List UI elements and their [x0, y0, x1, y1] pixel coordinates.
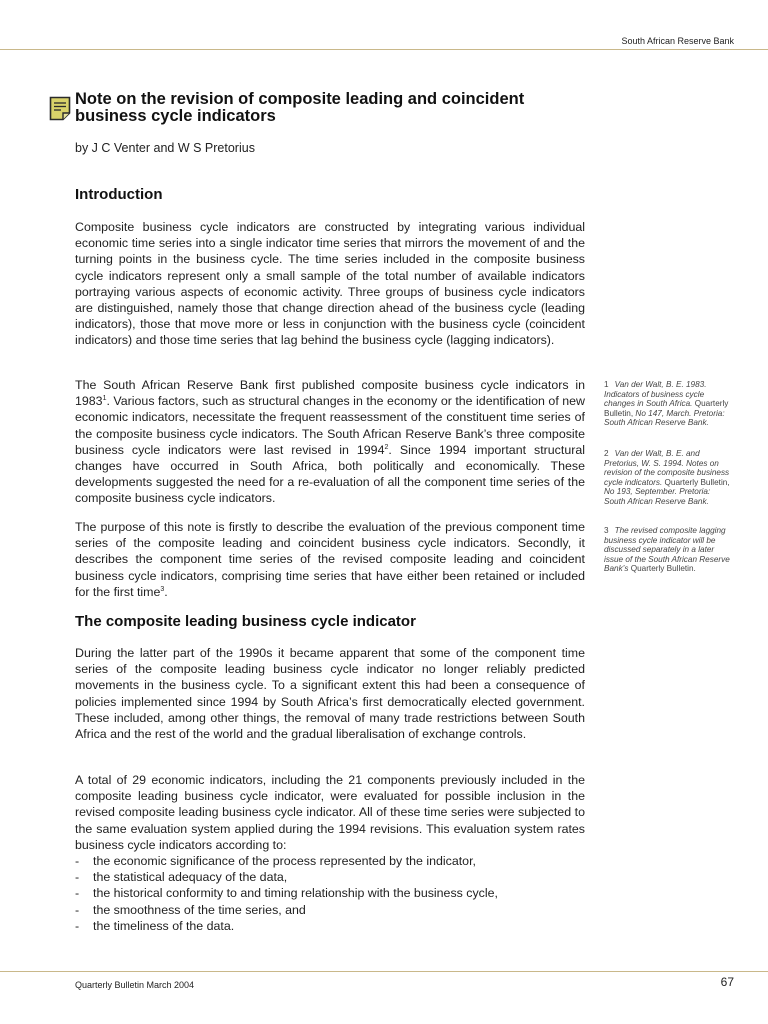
list-item-text: the smoothness of the time series, and: [93, 902, 306, 917]
list-item-text: the economic significance of the process represented by the indicator,: [93, 854, 476, 868]
footnote-ref-1: 1: [102, 395, 107, 403]
list-item-text: the timeliness of the data.: [93, 918, 235, 933]
list-item: [75, 853, 585, 869]
footnote-1: [604, 380, 732, 428]
list-item: [75, 902, 585, 918]
footnote-3: [604, 526, 732, 574]
paragraph-leading-2: A total of 29 economic indicators, including the 21 components previously included in the composite leading business cycle indicator, were evaluated for possible inclusion in the revised composite leading business cycle indicator. All of these time series were subjected to the same evaluation system applied during the 1994 revisions. This evaluation system rates business cycle indicators according to:: [75, 773, 585, 852]
paragraph-leading-1: During the latter part of the 1990s it became apparent that some of the component time series of the composite leading business cycle indicator no longer reliably predicted movements in the business cycle. To a significant extent this had been a consequence of policies implemented since 1994 by South Africa’s first democratically elected government. These included, among other things, the removal of many trade restrictions between South Africa and the rest of the world and the gradual liberalisation of exchange controls.: [75, 646, 585, 742]
paragraph-intro-1: Composite business cycle indicators are constructed by integrating various individual economic time series into a single indicator time series that mirrors the movement of and the turning points in the business cycle. The time series included in the composite business cycle indicators represent only a small sample of the total number of available indicators portraying various aspects of economic activity. Three groups of business cycle indicators are distinguished, namely those that change direction ahead of the business cycle (leading indicators), those that move more or less in conjunction with the business cycle (coincident indicators) and those time series that lag behind the business cycle (lagging indicators).: [75, 220, 585, 348]
footnote-details: No 193, September. Pretoria: South African Reserve Bank.: [604, 487, 711, 506]
footer-publication: Quarterly Bulletin March 2004: [75, 980, 195, 990]
note-icon: [49, 96, 71, 121]
footnote-ref-3: 3: [160, 585, 165, 593]
page-number: 67: [720, 975, 734, 989]
section-heading-introduction: Introduction: [75, 186, 163, 203]
list-item: [75, 918, 585, 934]
p3-text-b: .: [164, 584, 168, 599]
footnote-authors: Van der Walt, B. E. and Pretorius, W. S. 1994.: [604, 449, 700, 468]
evaluation-criteria-list: [75, 853, 585, 934]
bullet-dash: -: [75, 854, 80, 868]
bullet-dash: -: [75, 886, 80, 901]
footnote-title: Notes on revision of the composite business cycle indicators.: [604, 458, 730, 487]
list-item-text: the historical conformity to and timing relationship with the business cycle,: [93, 886, 498, 901]
paragraph-intro-3: [75, 519, 585, 600]
list-item-text: the statistical adequacy of the data,: [93, 870, 288, 885]
running-header: South African Reserve Bank: [621, 36, 734, 46]
footnote-text: The revised composite lagging business cycle indicator will be discussed separately in a later issue of the South African Reserve Bank’s: [604, 526, 730, 574]
footnote-title: Indicators of business cycle changes in South Africa.: [604, 389, 705, 409]
bullet-dash: -: [75, 902, 80, 917]
paragraph-intro-2: [75, 377, 585, 507]
footnote-ref-2: 2: [384, 443, 389, 451]
header-divider: [0, 49, 768, 50]
bullet-dash: -: [75, 870, 80, 885]
article-authors: by J C Venter and W S Pretorius: [75, 141, 255, 155]
list-item: [75, 885, 585, 901]
article-title: Note on the revision of composite leading and coincident business cycle indicators: [75, 90, 525, 125]
bullet-dash: -: [75, 918, 80, 933]
footnote-details: No 147, March. Pretoria: South African Reserve Bank.: [604, 408, 725, 428]
list-item: [75, 869, 585, 885]
footnote-number: 3: [604, 526, 609, 535]
footnote-source: Quarterly Bulletin,: [664, 477, 730, 487]
p3-text-a: The purpose of this note is firstly to describe the evaluation of the previous component time series of the composite leading and coincident business cycle indicators. Secondly, it describes the component time series of the revised composite leading and coincident business cycle indicators, comprising time series that have either been retained or included for the first time: [75, 520, 585, 599]
footnote-source: Quarterly Bulletin.: [630, 564, 696, 574]
footnote-2: [604, 449, 732, 507]
p2-text-a: The South African Reserve Bank first published composite business cycle indicators in 1983: [75, 378, 585, 409]
p2-text-c: . Since 1994 important structural changes have occurred in South Africa, both politically and economically. These developments suggested the need for a re-evaluation of all the component time series of the composite business cycle indicators.: [75, 442, 585, 506]
footnote-number: 2: [604, 449, 609, 458]
footer-divider: [0, 971, 768, 972]
footnote-authors: Van der Walt, B. E. 1983.: [614, 380, 707, 389]
footnote-source: Quarterly Bulletin,: [604, 399, 729, 418]
section-heading-leading-indicator: The composite leading business cycle indicator: [75, 613, 416, 630]
p2-text-b: . Various factors, such as structural changes in the economy or the identification of new economic indicators, necessitate the frequent reassessment of the constituent time series of the composite business cycle indicators. The South African Reserve Bank’s three composite business cycle indicators were last revised in 1994: [75, 394, 585, 457]
footnote-number: 1: [604, 380, 609, 389]
